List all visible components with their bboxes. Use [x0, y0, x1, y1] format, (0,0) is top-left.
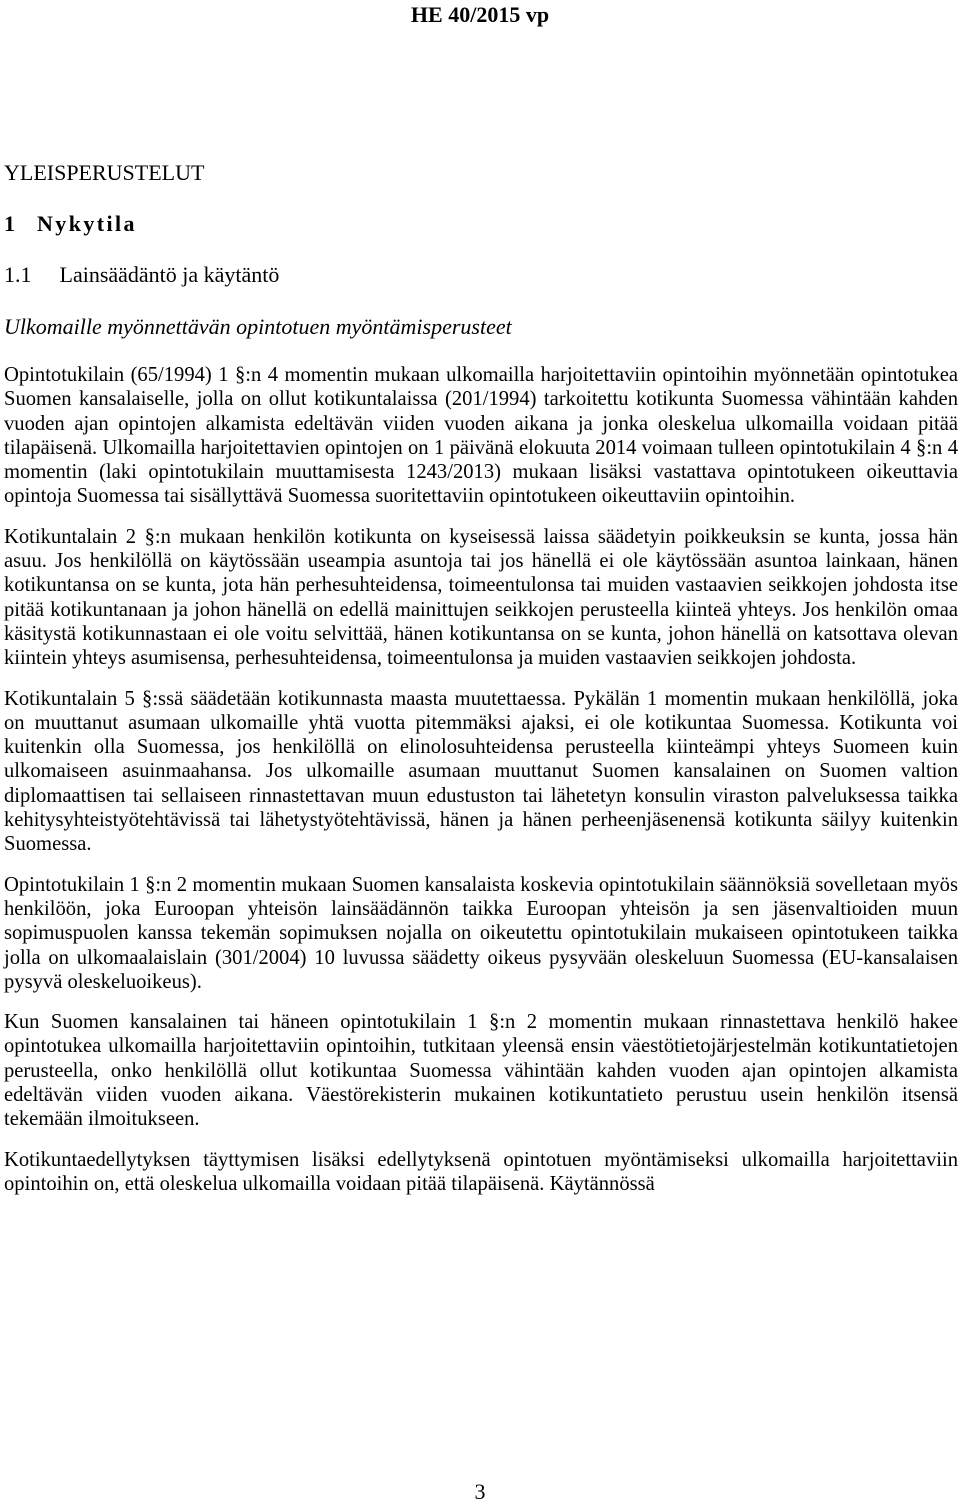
heading-level-2: [4, 262, 279, 288]
paragraph: Kotikuntalain 2 §:n mukaan henkilön kotikunta on kyseisessä laissa säädetyin poikkeuksin se kunta, jossa hän asuu. Jos henkilöllä on käytössään useampia asuntoja tai jos hänellä ei ole käytössään asuntoa lainkaan, hänen kotikuntansa on se kunta, jota hän perhesuhteidensa, toimeentulonsa tai muiden vastaavien seikkojen johdosta itse pitää kotikuntanaan ja johon hänellä on edellä mainittujen seikkojen perusteella kiinteä yhteys. Jos henkilön omaa käsitystä kotikunnastaan ei ole voitu selvittää, hänen kotikuntansa on se kunta, johon hänellä on katsottava olevan kiintein yhteys asumisensa, perhesuhteidensa, toimeentulonsa ja muiden vastaavien seikkojen johdosta.: [4, 525, 958, 670]
heading-1-number: 1: [4, 211, 15, 236]
paragraph: Kun Suomen kansalainen tai häneen opintotukilain 1 §:n 2 momentin mukaan rinnastettava henkilö hakee opintotukea ulkomailla harjoitettaviin opintoihin, tutkitaan yleensä ensin väestötietojärjestelmän kotikuntatietojen perusteella, onko henkilöllä ollut kotikuntaa Suomessa vähintään kahden vuoden ajan opintojen alkamista edeltävän viiden vuoden aikana. Väestörekisterin mukainen kotikuntatieto perustuu usein henkilön itsensä tekemään ilmoitukseen.: [4, 1011, 958, 1131]
page-number: 3: [474, 1479, 486, 1504]
body-text: [4, 363, 958, 1212]
heading-level-3: Ulkomaille myönnettävän opintotuen myöntämisperusteet: [4, 314, 512, 339]
heading-level-1: [4, 211, 137, 237]
heading-1-text: Nykytila: [37, 211, 137, 236]
document-header: HE 40/2015 vp: [410, 2, 550, 27]
paragraph: Kotikuntalain 5 §:ssä säädetään kotikunnasta maasta muutettaessa. Pykälän 1 momentin mukaan henkilöllä, joka on muuttanut asumaan ulkomaille yhtä vuotta pitemmäksi ajaksi, ei ole kotikuntaa Suomessa. Kotikunta voi kuitenkin olla Suomessa, jos henkilöllä on elinolosuhteidensa perusteella kiinteämpi yhteys Suomeen kuin ulkomaiseen asuinmaahansa. Jos ulkomaille asumaan muuttanut Suomen kansalainen on Suomen valtion diplomaattisen tai sellaiseen rinnastettavan muun edustuston tai lähetetyn konsulin viraston palveluksessa taikka kehitysyhteistyötehtävissä tai lähetystyötehtävissä, hänen ja hänen perheenjäsenensä kotikunta säilyy kuitenkin Suomessa.: [4, 687, 958, 856]
paragraph: Opintotukilain 1 §:n 2 momentin mukaan Suomen kansalaista koskevia opintotukilain säännöksiä sovelletaan myös henkilöön, joka Euroopan yhteisön lainsäädännön taikka Euroopan yhteisön ja sen jäsenvaltioiden muun sopimuspuolen kanssa tekemän sopimuksen nojalla on oikeutettu opintotukilain mukaiseen opintotukeen taikka jolla on ulkomaalaislain (301/2004) 10 luvussa säädetty oikeus pysyvään oleskeluun Suomessa (EU-kansalaisen pysyvä oleskeluoikeus).: [4, 873, 958, 993]
paragraph: Kotikuntaedellytyksen täyttymisen lisäksi edellytyksenä opintotuen myöntämiseksi ulkomailla harjoitettaviin opintoihin on, että oleskelua ulkomailla voidaan pitää tilapäisenä. Käytännössä: [4, 1148, 958, 1195]
paragraph: Opintotukilain (65/1994) 1 §:n 4 momentin mukaan ulkomailla harjoitettaviin opintoihin myönnetään opintotukea Suomen kansalaiselle, jolla on ollut kotikuntalaissa (201/1994) tarkoitettu kotikunta Suomessa vähintään kahden vuoden ajan opintojen alkamista edeltävän viiden vuoden aikana ja jonka oleskelua ulkomailla voidaan pitää tilapäisenä. Ulkomailla harjoitettavien opintojen on 1 päivänä elokuuta 2014 voimaan tulleen opintotukilain 4 §:n 4 momentin (laki opintotukilain muuttamisesta 1243/2013) mukaan lisäksi vastattava opintotukeen oikeuttavia opintoja Suomessa tai sisällyttävä Suomessa suoritettaviin opintotukeen oikeuttaviin opintoihin.: [4, 364, 958, 508]
section-title: YLEISPERUSTELUT: [4, 160, 205, 185]
heading-2-text: Lainsäädäntö ja käytäntö: [59, 262, 280, 287]
heading-2-number: 1.1: [4, 262, 32, 287]
